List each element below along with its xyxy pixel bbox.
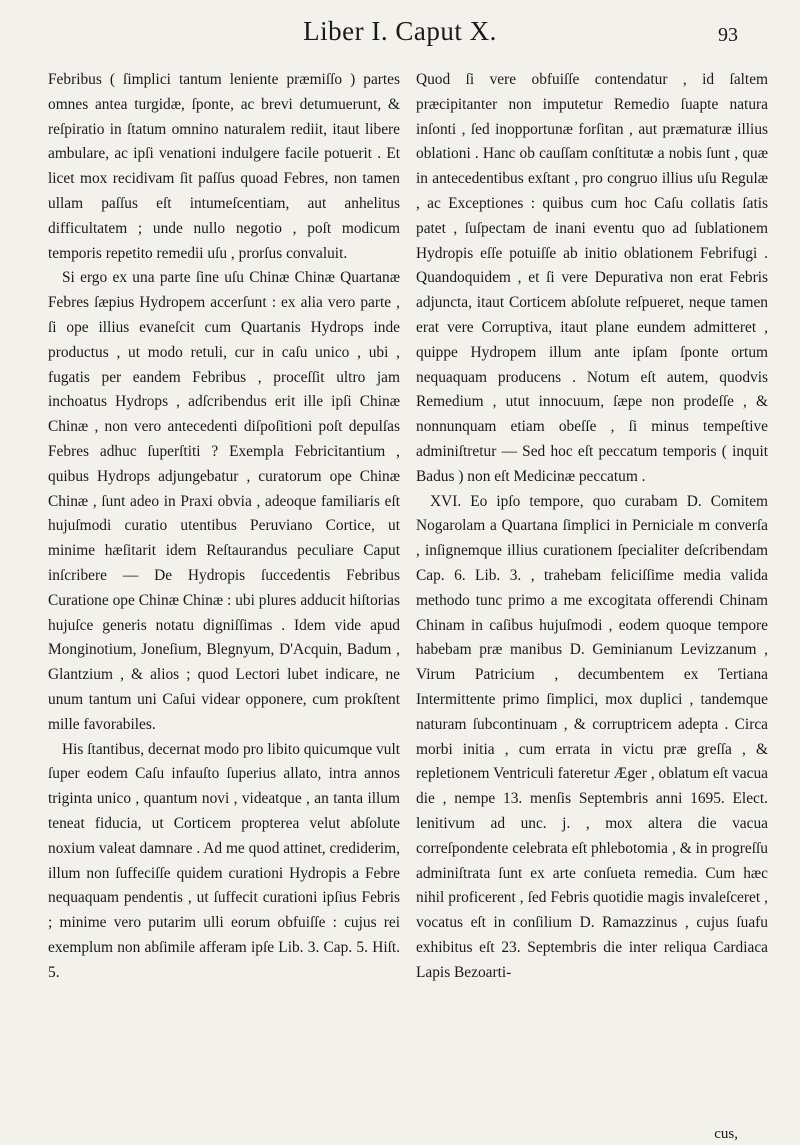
paragraph: His ſtantibus, decernat modo pro libito quicumque vult ſuper eodem Caſu infauſto ſuperius allato, intra annos triginta unico , quantum novi , videatque , an tanta illum teneat fiducia, ut Corticem propterea velut abſolute noxium valeat damnare . Ad me quod attinet, crediderim, illum non ſuffeciſſe quidem curationi Hydropis a Febre nequaquam pendentis , ut ſuffecit curationi ipſius Febris ; minime vero putarim ulli eorum obfuiſſe : cujus rei exemplum non abſimile afferam ipſe Lib. 3. Cap. 5. Hiſt. 5. [48, 740, 400, 981]
paragraph: XVI. Eo ipſo tempore, quo curabam D. Comitem Nogarolam a Quartana ſimplici in Perniciale m converſa , inſignemque illius curationem ſpecialiter deſcribendam Cap. 6. Lib. 3. , trahebam feliciſſime media valida methodo tunc primo a me excogitata offerendi Chinam Chinam in caſibus hujuſmodi , eodem quoque tempore habebam præ manibus D. Geminianum Levizzanum , Virum Patricium , decumbentem ex Tertiana Intermittente primo ſimplici, mox duplici , tandemque naturam ſubcontinuam , & corruptricem adepta . Circa morbi initia , cum errata in victu præ greſſa , & repletionem Ventriculi fateretur Æger , oblatum eſt vacua die , nempe 13. menſis Septembris anni 1695. Elect. lenitivum ad unc. j. , mox altera die vacua correſpondente celebrata eſt phlebotomia , & in progreſſu adminiſtrata ſunt ex arte conſueta remedia. Cum hæc nihil proficerent , ſed Febris quotidie magis invaleſceret , vocatus eſt in conſilium D. Ramazzinus , cujus ſuafu exhibitus eſt 23. Septembris die inter reliqua Cardiaca Lapis Bezoarti- [416, 492, 768, 981]
paragraph: Febribus ( ſimplici tantum leniente præmiſſo ) partes omnes antea turgidæ, ſponte, ac brevi detumuerunt, & reſpiratio in ſtatum omnino naturalem rediit, itaut libere ambulare, ac ipſi venationi indulgere facile potuerit . Et licet mox recidivam ſit paſſus quoad Febres, non tamen ullam paſſus eſt intumeſcentiam, aut anhelitus difficultatem ; unde nullo negotio , poſt modicum temporis repetito remedii uſu , prorſus convaluit. [48, 71, 400, 262]
running-title: Liber I. Caput X. [303, 16, 497, 46]
paragraph: Si ergo ex una parte ſine uſu Chinæ Chinæ Quartanæ Febres ſæpius Hydropem accerſunt : ex alia vero parte , ſi ope illius evaneſcit cum Quartanis Hydrops inde productus , ut modo retuli, cur in caſu unico , ubi , fugatis per eandem Febribus , proceſſit ultro jam inchoatus Hydrops , adſcribendus erit ille ipſi Chinæ Chinæ , non vero antecedenti diſpoſitioni poſt depulſas Febres adhuc ſuperſtiti ? Exempla Febricitantium , quibus Hydrops adjungebatur , curatorum ope Chinæ Chinæ , ſunt adeo in Praxi obvia , adeoque familiaris eſt hujuſmodi curatio utentibus Peruviano Cortice, ut minime hæſitarit idem Reſtaurandus peculiare Caput inſcribere — De Hydropis ſuccedentis Febribus Curatione ope Chinæ Chinæ : ubi plures adducit hiſtorias hujuſce generis notatu digniſſimas . Idem vide apud Monginotium, Joneſium, Blegnyum, D'Acquin, Badum , Glantzium , & alios ; quod Lectori lubet indicare, ne unum tantum uni Caſui videar opponere, cum prokſtent mille favorabiles. [48, 269, 400, 733]
page-number: 93 [718, 24, 738, 46]
paragraph: Quod ſi vere obfuiſſe contendatur , id ſaltem præcipitanter non imputetur Remedio ſuapte natura inſonti , ſed inopportunæ forſitan , aut præmaturæ illius oblationi . Hanc ob cauſſam conſtitutæ a nobis ſunt , quæ in antecedentibus exſtant , pro congruo illius uſu Regulæ , ac Exceptiones : quibus cum hoc Caſu collatis ſatis patet , ſuſpectam de inani eventu quo ad ſublationem Hydropis eſſe potuiſſe ab initio oblationem Febrifugi . Quandoquidem , et ſi vere Depurativa non erat Febris adjuncta, itaut Corticem abſolute reſpueret, neque tamen erat vere Corruptiva, itaut plane eundem admitteret , quippe Hydropem illum ante ipſam ſponte ortum nequaquam producens . Notum eſt autem, quodvis Remedium , utut innocuum, ſæpe non prodeſſe , & nonnunquam etiam obeſſe , ſi minus tempeſtive adminiſtretur — Sed hoc eſt peccatum temporis ( inquit Badus ) non eſt Medicinæ peccatum . [416, 71, 768, 485]
right-column [416, 68, 768, 1138]
text-columns [48, 68, 768, 1138]
catchword: cus, [714, 1126, 738, 1142]
page-header [0, 16, 800, 56]
left-column [48, 68, 400, 1138]
